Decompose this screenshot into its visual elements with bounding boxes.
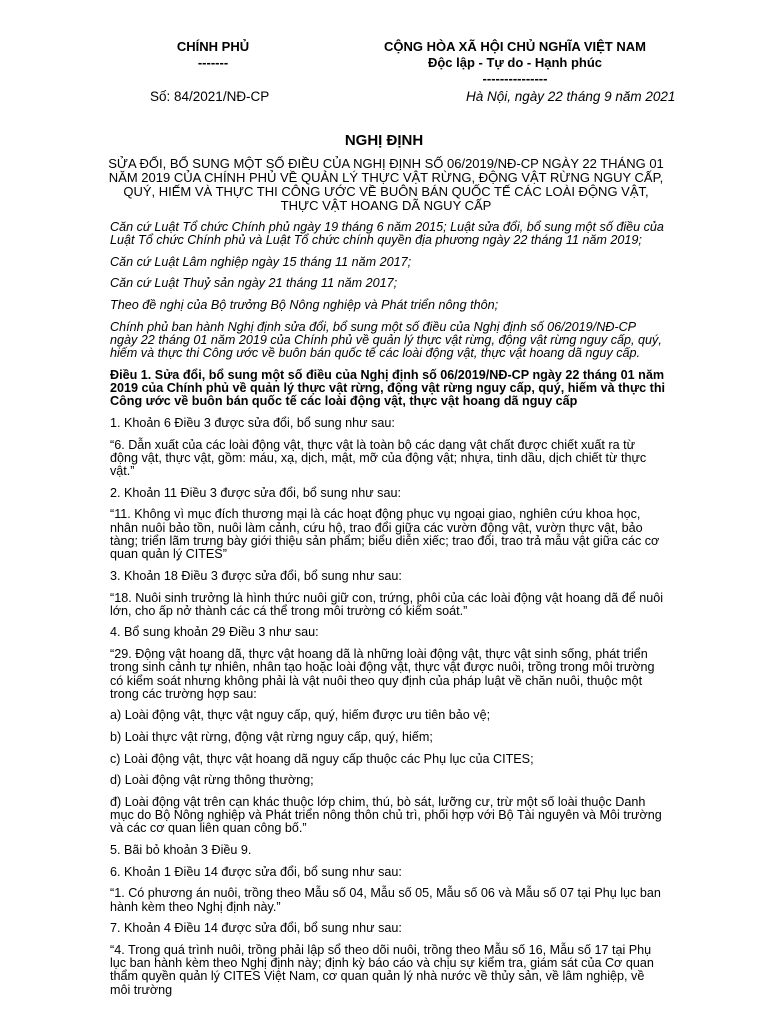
article-paragraph: “11. Không vì mục đích thương mại là các hoạt động phục vụ ngoại giao, nghiên cứu khoa học, nhân nuôi bảo tồn, nuôi làm cảnh, cứu hộ, trao đổi giữa các vườn động vật, vườn thực vật, bảo tàng; triển lãm trưng bày giới thiệu sản phẩm; biểu diễn xiếc; trao đổi, trao trả mẫu vật giữa các cơ quan quản lý CITES” (110, 507, 660, 562)
article-paragraph: 1. Khoản 6 Điều 3 được sửa đổi, bổ sung như sau: (110, 416, 395, 431)
document-type: NGHỊ ĐỊNH (344, 132, 424, 149)
article-paragraph: a) Loài động vật, thực vật nguy cấp, quý, hiếm được ưu tiên bảo vệ; (110, 708, 491, 723)
article-paragraph: 3. Khoản 18 Điều 3 được sửa đổi, bổ sung như sau: (110, 568, 402, 583)
article-paragraph: 2. Khoản 11 Điều 3 được sửa đổi, bổ sung như sau: (110, 485, 401, 500)
article-paragraph: b) Loài thực vật rừng, động vật rừng nguy cấp, quý, hiếm; (110, 730, 433, 745)
document-subject: SỬA ĐỔI, BỔ SUNG MỘT SỐ ĐIỀU CỦA NGHỊ ĐỊNH SỐ 06/2019/NĐ-CP NGÀY 22 THÁNG 01 NĂM 2019 CỦA CHÍNH PHỦ VỀ QUẢN LÝ THỰC VẬT RỪNG, ĐỘNG VẬT RỪNG NGUY CẤP, QUÝ, HIẾM VÀ THỰC THI CÔNG ƯỚC VỀ BUÔN BÁN QUỐC TẾ CÁC LOÀI ĐỘNG VẬT, THỰC VẬT HOANG DÃ NGUY CẤP (108, 156, 664, 213)
document-body (110, 221, 666, 1005)
article-paragraph: 7. Khoản 4 Điều 14 được sửa đổi, bổ sung như sau: (110, 921, 402, 936)
decree-number: Số: 84/2021/NĐ-CP (150, 89, 270, 104)
article-paragraph: “18. Nuôi sinh trưởng là hình thức nuôi giữ con, trứng, phôi của các loài động vật hoang dã để nuôi lớn, cho ấp nở thành các cá thể trong môi trường có kiểm soát.” (110, 590, 664, 618)
preamble-paragraph: Căn cứ Luật Tổ chức Chính phủ ngày 19 tháng 6 năm 2015; Luật sửa đổi, bổ sung một số điều của Luật Tổ chức Chính phủ và Luật Tổ chức chính quyền địa phương ngày 22 tháng 11 năm 2019; (110, 220, 664, 248)
issuing-agency: CHÍNH PHỦ (176, 39, 250, 54)
article-paragraph: “29. Động vật hoang dã, thực vật hoang dã là những loài động vật, thực vật sinh sống, phát triển trong sinh cảnh tự nhiên, nhân tạo hoặc loài động vật, thực vật được nuôi, trồng trong môi trường có kiểm soát nhưng không phải là vật nuôi theo quy định của pháp luật về chăn nuôi, thuộc một trong các trường hợp sau: (110, 646, 655, 701)
article-paragraph: “4. Trong quá trình nuôi, trồng phải lập sổ theo dõi nuôi, trồng theo Mẫu số 16, Mẫu số 17 tại Phụ lục ban hành kèm theo Nghị định này; định kỳ báo cáo và chịu sự kiểm tra, giám sát của Cơ quan thẩm quyền quản lý CITES Việt Nam, cơ quan quản lý nhà nước về thủy sản, về lâm nghiệp, về môi trường (110, 942, 654, 997)
article-paragraph: “1. Có phương án nuôi, trồng theo Mẫu số 04, Mẫu số 05, Mẫu số 06 và Mẫu số 07 tại Phụ lục ban hành kèm theo Nghị định này.” (110, 886, 661, 914)
article-paragraph: 4. Bổ sung khoản 29 Điều 3 như sau: (110, 625, 319, 640)
article-paragraph: 6. Khoản 1 Điều 14 được sửa đổi, bổ sung như sau: (110, 864, 402, 879)
article-paragraph: c) Loài động vật, thực vật hoang dã nguy cấp thuộc các Phụ lục của CITES; (110, 751, 534, 766)
national-motto: Độc lập - Tự do - Hạnh phúc (427, 55, 603, 70)
motto-rule: --------------- (482, 71, 548, 86)
agency-rule: ------- (197, 55, 229, 70)
preamble-paragraph: Theo đề nghị của Bộ trưởng Bộ Nông nghiệp và Phát triển nông thôn; (110, 298, 499, 313)
preamble-paragraph: Căn cứ Luật Thuỷ sản ngày 21 tháng 11 năm 2017; (110, 276, 398, 291)
place-and-date: Hà Nội, ngày 22 tháng 9 năm 2021 (466, 89, 676, 104)
article-paragraph: “6. Dẫn xuất của các loài động vật, thực vật là toàn bộ các dạng vật chất được chiết xuất ra từ động vật, thực vật, gồm: máu, xạ, dịch, mật, mỡ của động vật; nhựa, tinh dầu, dịch chiết từ thực vật.” (110, 437, 647, 479)
preamble-paragraph: Căn cứ Luật Lâm nghiệp ngày 15 tháng 11 năm 2017; (110, 254, 412, 269)
preamble-paragraph: Chính phủ ban hành Nghị định sửa đổi, bổ sung một số điều của Nghị định số 06/2019/NĐ-CP ngày 22 tháng 01 năm 2019 của Chính phủ về quản lý thực vật rừng, động vật rừng nguy cấp, quý, hiếm và thực thi Công ước về buôn bán quốc tế các loài động vật, thực vật hoang dã nguy cấp. (110, 319, 662, 361)
country-name: CỘNG HÒA XÃ HỘI CHỦ NGHĨA VIỆT NAM (384, 39, 646, 54)
article-1-heading: Điều 1. Sửa đổi, bổ sung một số điều của Nghị định số 06/2019/NĐ-CP ngày 22 tháng 01 năm 2019 của Chính phủ về quản lý thực vật rừng, động vật rừng nguy cấp, quý, hiếm và thực thi Công ước về buôn bán quốc tế các loài động vật, thực vật hoang dã nguy cấp (110, 367, 666, 409)
article-paragraph: d) Loài động vật rừng thông thường; (110, 773, 314, 788)
article-paragraph: 5. Bãi bỏ khoản 3 Điều 9. (110, 843, 252, 858)
national-title-block (350, 39, 680, 87)
article-paragraph: đ) Loài động vật trên cạn khác thuộc lớp chim, thú, bò sát, lưỡng cư, trừ một số loài thuộc Danh mục do Bộ Nông nghiệp và Phát triển nông thôn chủ trì, phối hợp với Bộ Tài nguyên và Môi trường và các cơ quan liên quan công bố.” (110, 794, 662, 836)
issuing-agency-block (140, 39, 286, 71)
